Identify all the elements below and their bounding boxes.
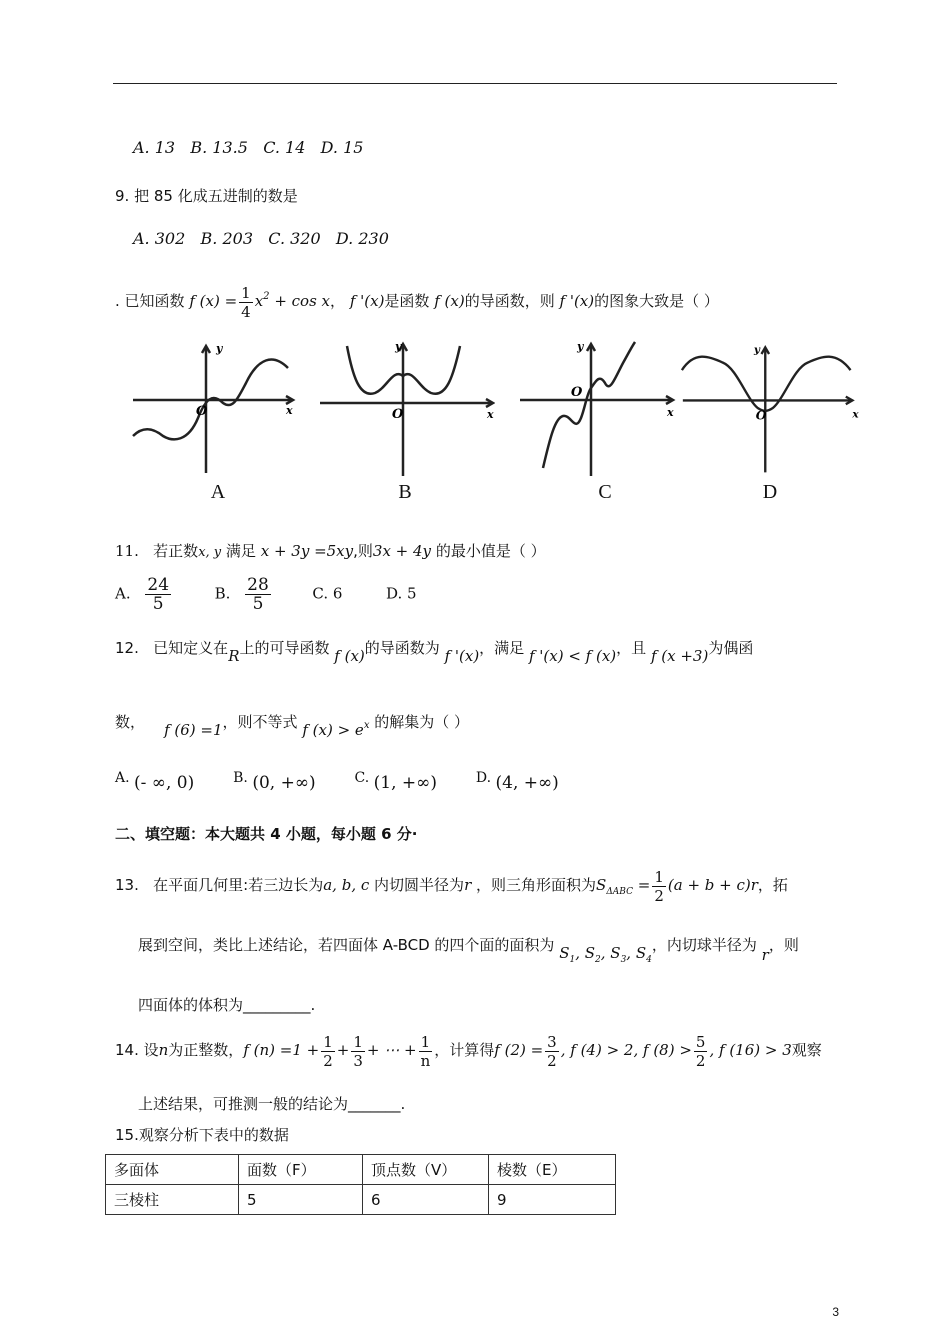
q12-option-b: B. <box>233 770 248 786</box>
q10-text4: 的图象大致是（ ） <box>594 292 719 310</box>
q10-fprime2: f '(x) <box>559 292 595 310</box>
q10-text2: 是函数 <box>384 292 430 310</box>
q11-option-d: D. 5 <box>385 584 417 603</box>
table-header-row <box>106 1155 616 1185</box>
q12-option-a: A. <box>115 770 130 786</box>
q15-table <box>105 1154 616 1215</box>
q12-text7: 数， <box>115 713 146 731</box>
q13-text2: 内切圆半径为 <box>374 876 465 894</box>
q12-line2 <box>115 712 469 740</box>
q15-stem: 15.观察分析下表中的数据 <box>115 1126 289 1144</box>
q12-text6: 为偶函 <box>708 639 754 657</box>
q13-text7: ，则 <box>768 936 799 954</box>
graph-b-x-label: x <box>487 408 494 421</box>
q8-option-a: A. 13 <box>133 138 176 157</box>
graph-c-origin: O <box>571 385 583 400</box>
q10-fx: f (x) <box>434 292 465 310</box>
q14-line2: 上述结果，可推测一般的结论为_______. <box>138 1095 406 1113</box>
q13-text5: 展到空间，类比上述结论，若四面体 A-BCD 的四个面的面积为 <box>138 936 555 954</box>
q9-option-b: B. 203 <box>200 229 253 248</box>
q9-option-a: A. 302 <box>133 229 186 248</box>
graph-d-caption: D <box>762 481 778 503</box>
q9-stem: 9. 把 85 化成五进制的数是 <box>115 187 298 205</box>
q11-condition: x + 3y =5xy <box>260 542 354 560</box>
q11-frac-b: $\frac{28}{5}$ <box>247 575 269 614</box>
q12-text5: ，且 <box>616 639 647 657</box>
q12-shift: f (x +3) <box>650 647 709 665</box>
q13-faces: $S_1$, $S_2$, $S_3$, $S_4$ <box>559 944 652 965</box>
graph-c-plot <box>515 338 695 478</box>
q10-text3: 的导函数，则 <box>464 292 555 310</box>
graph-c-y-label: y <box>577 340 584 353</box>
q11-text3: ,则 <box>353 542 373 560</box>
graph-a <box>128 338 308 508</box>
q11-text1: 若正数 <box>153 542 199 560</box>
graph-b-y-label: y <box>395 340 402 353</box>
table-cell: 6 <box>363 1185 489 1215</box>
q13-sides: a, b, c <box>323 876 370 894</box>
graph-b-origin: O <box>392 407 404 422</box>
q14-text3: ，计算得 <box>434 1041 495 1059</box>
q12-text1: 已知定义在 <box>153 639 229 657</box>
graph-b-plot <box>315 338 495 478</box>
q13-text6: ，内切球半径为 <box>651 936 757 954</box>
q10-comma: ， <box>330 292 346 310</box>
graph-b <box>315 338 495 508</box>
q12-text8: ，则不等式 <box>222 713 298 731</box>
q14-text2: 为正整数， <box>168 1041 244 1059</box>
graph-c-x-label: x <box>667 406 674 419</box>
q13-area: $S_{\Delta ABC}$ = $\frac{1}{2}$ (a + b + c)r <box>596 867 758 905</box>
table-header-cell: 多面体 <box>106 1155 239 1185</box>
q12-interval-d: (4, +∞) <box>495 773 559 793</box>
q11-text2: 满足 <box>225 542 256 560</box>
q11-vars: x, y <box>198 545 222 560</box>
graph-a-caption: A <box>210 481 226 503</box>
q14-n: n <box>158 1041 169 1059</box>
q12-fx: f (x) <box>334 647 365 665</box>
graph-b-caption: B <box>398 481 412 503</box>
table-row <box>106 1185 616 1215</box>
q8-option-c: C. 14 <box>263 138 306 157</box>
graph-a-x-label: x <box>286 404 293 417</box>
q13-line1 <box>115 865 788 912</box>
q9-options <box>133 229 389 248</box>
graph-c-caption: C <box>598 481 612 503</box>
q14-line1 <box>115 1030 822 1070</box>
header-rule <box>113 83 837 84</box>
q11-expr: 3x + 4y <box>372 542 432 560</box>
q12-interval-a: (- ∞, 0) <box>134 773 195 793</box>
graph-d <box>680 338 860 508</box>
q12-text2: 上的可导函数 <box>239 639 330 657</box>
q12-ex: f $(x) > e^x$ <box>302 720 370 739</box>
q12-ineq: f '(x) < f (x) <box>528 647 617 665</box>
graph-d-x-label: x <box>852 408 859 421</box>
q10-fprime: f '(x) <box>349 292 385 310</box>
q9-option-c: C. 320 <box>268 229 321 248</box>
q14-text4: 观察 <box>791 1041 822 1059</box>
q8-option-d: D. 15 <box>320 138 364 157</box>
q11-text4: 的最小值是（ ） <box>435 542 546 560</box>
q10-function: f (x) = $\frac{1}{4}$ $x^2 + \cos x$ <box>189 283 331 321</box>
q12-text3: 的导函数为 <box>364 639 440 657</box>
graph-d-plot <box>680 338 860 478</box>
q12-option-c: C. <box>354 770 370 786</box>
q14-text1: 14. 设 <box>115 1041 159 1059</box>
graph-c <box>515 338 695 508</box>
table-header-cell: 面数（F） <box>239 1155 363 1185</box>
q11-stem <box>115 541 546 563</box>
q13-r: r <box>464 876 472 894</box>
q12-line1 <box>115 638 753 666</box>
q13-line2 <box>138 935 799 970</box>
q12-interval-b: (0, +∞) <box>252 773 316 793</box>
q13-number: 13. <box>115 876 139 894</box>
graph-a-y-label: y <box>216 342 223 355</box>
q12-f6: f (6) =1 <box>164 721 223 739</box>
q12-interval-c: (1, +∞) <box>373 773 437 793</box>
q9-option-d: D. 230 <box>335 229 389 248</box>
q14-fn: f (n) =1 + $\frac{1}{2}$ + $\frac{1}{3}$ + ⋯ + $\frac{1}{n}$ <box>243 1032 431 1070</box>
q10-stem <box>115 277 719 321</box>
q13-text3: ，则三角形面积为 <box>476 876 597 894</box>
page-number: 3 <box>832 1305 839 1319</box>
q12-option-d: D. <box>475 770 492 786</box>
q11-option-b: B. <box>214 584 231 603</box>
graph-a-origin: O <box>196 404 208 419</box>
section-heading: 二、填空题：本大题共 4 小题，每小题 6 分· <box>115 825 418 843</box>
q12-options <box>115 770 559 793</box>
graph-d-origin: O <box>755 407 767 423</box>
table-cell: 5 <box>239 1185 363 1215</box>
table-header-cell: 顶点数（V） <box>363 1155 489 1185</box>
table-cell: 9 <box>489 1185 616 1215</box>
q11-option-c: C. 6 <box>312 584 343 603</box>
q11-options <box>115 576 417 613</box>
q14-values: f (2) = $\frac{3}{2}$ , f (4) > 2, f (8) > $\frac{5}{2}$ , f (16) > 3 <box>494 1032 792 1070</box>
q12-fprime: f '(x) <box>444 647 480 665</box>
q8-option-b: B. 13.5 <box>190 138 248 157</box>
q11-number: 11. <box>115 542 139 560</box>
q13-r2: r <box>761 946 769 964</box>
graph-a-plot <box>128 338 308 478</box>
table-cell: 三棱柱 <box>106 1185 239 1215</box>
q11-frac-a: $\frac{24}{5}$ <box>147 575 170 614</box>
q12-text4: ，满足 <box>479 639 525 657</box>
q13-text4: ，拓 <box>757 876 788 894</box>
q12-R: R <box>228 647 240 665</box>
q12-text9: 的解集为（ ） <box>374 713 470 731</box>
q13-line3: 四面体的体积为_________. <box>138 996 316 1014</box>
graph-d-y-label: y <box>753 344 760 357</box>
q12-number: 12. <box>115 639 139 657</box>
q10-prefix: . 已知函数 <box>115 292 185 310</box>
table-header-cell: 棱数（E） <box>489 1155 616 1185</box>
q13-text1: 在平面几何里:若三边长为 <box>153 876 324 894</box>
q11-option-a: A. <box>115 584 131 603</box>
q8-options <box>133 138 363 157</box>
